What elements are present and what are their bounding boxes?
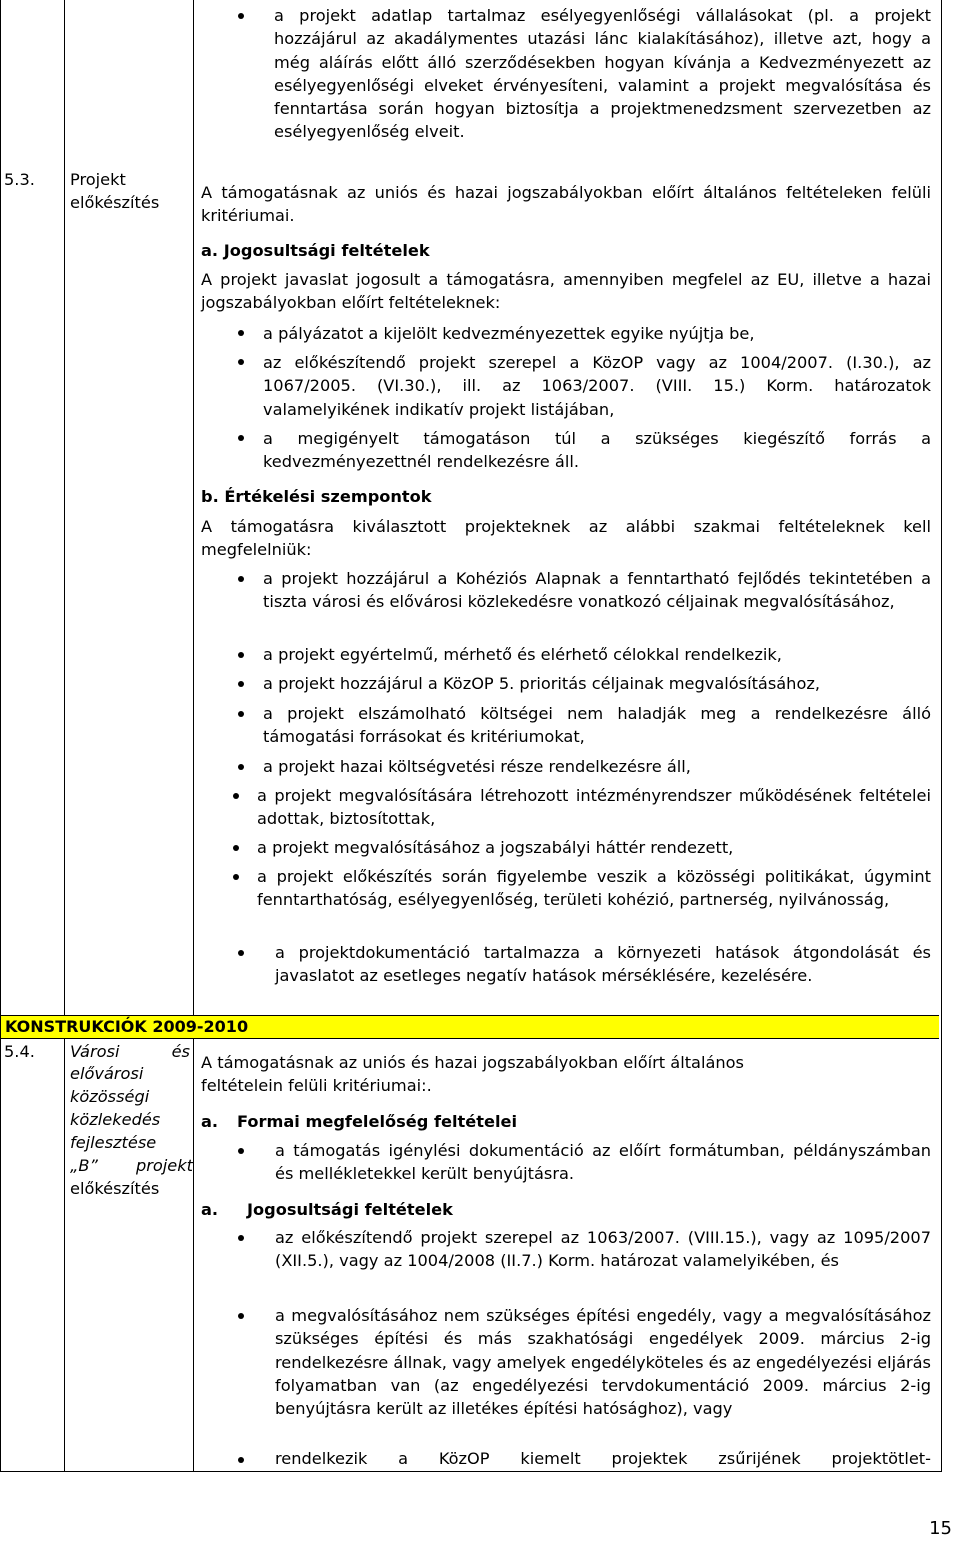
bullet-icon: [238, 1235, 244, 1241]
page-number: 15: [929, 1518, 952, 1539]
bullet-icon: [238, 13, 244, 19]
column-divider-2b: [193, 1038, 194, 1471]
sec54-intro-line1: A támogatásnak az uniós és hazai jogszabályokban előírt általános: [201, 1053, 744, 1072]
sec53-b-bullet-6: a projekt megvalósítására létrehozott intézményrendszer működésének feltételei adottak, biztosítottak,: [257, 786, 931, 829]
top-bullet-text: a projekt adatlap tartalmaz esélyegyenlőségi vállalásokat (pl. a projekt hozzájárul az akadálymentes utazási lánc kialakításához), illetve azt, hogy a még aláírás előtt álló szerződésekben hogyan kívánja a Kedvezményezett az esélyegyenlőségi elveket érvényesíteni, valamint a projekt megvalósítása és fenntartása során hogyan biztosítja a projektmenedzsment szervezetben az esélyegyenlőség elveit.: [274, 6, 931, 142]
section-label-53-line1: Projekt: [70, 170, 126, 189]
bullet-icon: [233, 793, 239, 799]
bullet-icon: [238, 1313, 244, 1319]
sec53-b-heading: b. Értékelési szempontok: [201, 487, 432, 506]
sec53-a-heading: a. Jogosultsági feltételek: [201, 241, 430, 260]
sec54-jog-bullet-2: a megvalósításához nem szükséges építési engedély, vagy a megvalósításához szükséges építési és más szakhatósági engedélyek 2009. március 2-ig rendelkezésre állnak, vagy amelyek engedélyköteles és az engedélyezési eljárás folyamatban van (az engedélyezési tervdokumentáció 2009. március 2-ig benyújtásra került az illetékes építési hatósághoz), vagy: [275, 1306, 931, 1419]
sec53-b-bullet-4: a projekt elszámolható költségei nem haladják meg a rendelkezésre álló támogatási forrásokat és kritériumokat,: [263, 704, 931, 747]
column-divider-2: [193, 0, 194, 1016]
bullet-icon: [238, 359, 244, 365]
section-label-54-line5: fejlesztése: [70, 1133, 157, 1152]
section-label-54-line2: elővárosi: [70, 1064, 144, 1083]
bullet-icon: [238, 652, 244, 658]
sec53-b-bullet-8: a projekt előkészítés során figyelembe veszik a közösségi politikákat, úgymint fenntarthatóság, esélyegyenlőség, területi kohézió, partnerség, nyilvánosság,: [257, 867, 931, 910]
sec54-intro-line2: feltételein felüli kritériumai:.: [201, 1076, 432, 1095]
bullet-icon: [238, 330, 244, 336]
column-divider-1: [64, 0, 65, 1016]
sec53-b-bullet-7: a projekt megvalósításához a jogszabályi háttér rendezett,: [257, 838, 734, 857]
sec54-jog-bullet-1: az előkészítendő projekt szerepel az 1063/2007. (VIII.15.), vagy az 1095/2007 (XII.5.), vagy az 1004/2008 (II.7.) Korm. határozat valamelyikében, és: [275, 1228, 931, 1271]
sec53-intro: A támogatásnak az uniós és hazai jogszabályokban előírt általános feltételeken felüli kritériumai.: [201, 183, 931, 225]
section-header-title: KONSTRUKCIÓK 2009-2010: [5, 1017, 249, 1036]
bullet-icon: [233, 845, 239, 851]
sec53-a-bullet-2: az előkészítendő projekt szerepel a KözOP vagy az 1004/2007. (I.30.), az 1067/2005. (VI.30.), ill. az 1063/2007. (VIII. 15.) Korm. határozatok valamelyikének indikatív projekt listájában,: [263, 353, 931, 419]
bullet-icon: [238, 764, 244, 770]
sec54-jog-heading-letter: a.: [201, 1200, 219, 1219]
section-number-54: 5.4.: [4, 1042, 35, 1061]
bullet-icon: [233, 874, 239, 880]
sec53-b-bullet-5: a projekt hazai költségvetési része rendelkezésre áll,: [263, 757, 691, 776]
bullet-icon: [238, 711, 244, 717]
bullet-icon: [238, 435, 244, 441]
section-label-53-line2: előkészítés: [70, 193, 160, 212]
bullet-icon: [238, 1148, 244, 1154]
column-divider-1b: [64, 1038, 65, 1471]
sec53-b-text: A támogatásra kiválasztott projekteknek az alábbi szakmai feltételeknek kell megfelelniük:: [201, 517, 931, 559]
sec53-a-bullet-1: a pályázatot a kijelölt kedvezményezettek egyike nyújtja be,: [263, 324, 755, 343]
sec54-formai-heading-letter: a.: [201, 1112, 219, 1131]
section-label-54-line6: „B” projekt: [70, 1156, 193, 1175]
bullet-icon: [238, 681, 244, 687]
sec53-b-bullet-1: a projekt hozzájárul a Kohéziós Alapnak a fenntartható fejlődés tekintetében a tiszta városi és elővárosi közlekedésre vonatkozó céljainak megvalósításához,: [263, 569, 931, 612]
sec53-b-bullet-9: a projektdokumentáció tartalmazza a környezeti hatások átgondolását és javaslatot az esetleges negatív hatások mérséklésére, kezelésére.: [275, 943, 931, 986]
sec53-a-text: A projekt javaslat jogosult a támogatásra, amennyiben megfelel az EU, illetve a hazai jogszabályokban előírt feltételeknek:: [201, 270, 931, 312]
section-number-53: 5.3.: [4, 170, 35, 189]
bullet-icon: [238, 950, 244, 956]
sec53-b-bullet-3: a projekt hozzájárul a KözOP 5. prioritás céljainak megvalósításához,: [263, 674, 820, 693]
bullet-icon: [238, 576, 244, 582]
section-label-54-line3: közösségi: [70, 1087, 150, 1106]
section-header-bar: [1, 1015, 939, 1039]
sec53-b-bullet-2: a projekt egyértelmű, mérhető és elérhető célokkal rendelkezik,: [263, 645, 782, 664]
sec54-formai-heading: Formai megfelelőség feltételei: [237, 1112, 518, 1131]
section-label-54-line1: Városi és: [70, 1042, 190, 1061]
bullet-icon: [238, 1457, 244, 1463]
sec54-jog-bullet-3: rendelkezik a KözOP kiemelt projektek zsűrijének projektötlet-: [275, 1449, 931, 1468]
sec54-jog-heading: Jogosultsági feltételek: [247, 1200, 453, 1219]
sec54-formai-bullet-1: a támogatás igénylési dokumentáció az előírt formátumban, példányszámban és mellékletekkel került benyújtásra.: [275, 1141, 931, 1184]
section-label-54-line7: előkészítés: [70, 1179, 160, 1198]
sec53-a-bullet-3: a megigényelt támogatáson túl a szükséges kiegészítő forrás a kedvezményezettnél rendelkezésre áll.: [263, 429, 931, 472]
section-label-54-line4: közlekedés: [70, 1110, 161, 1129]
